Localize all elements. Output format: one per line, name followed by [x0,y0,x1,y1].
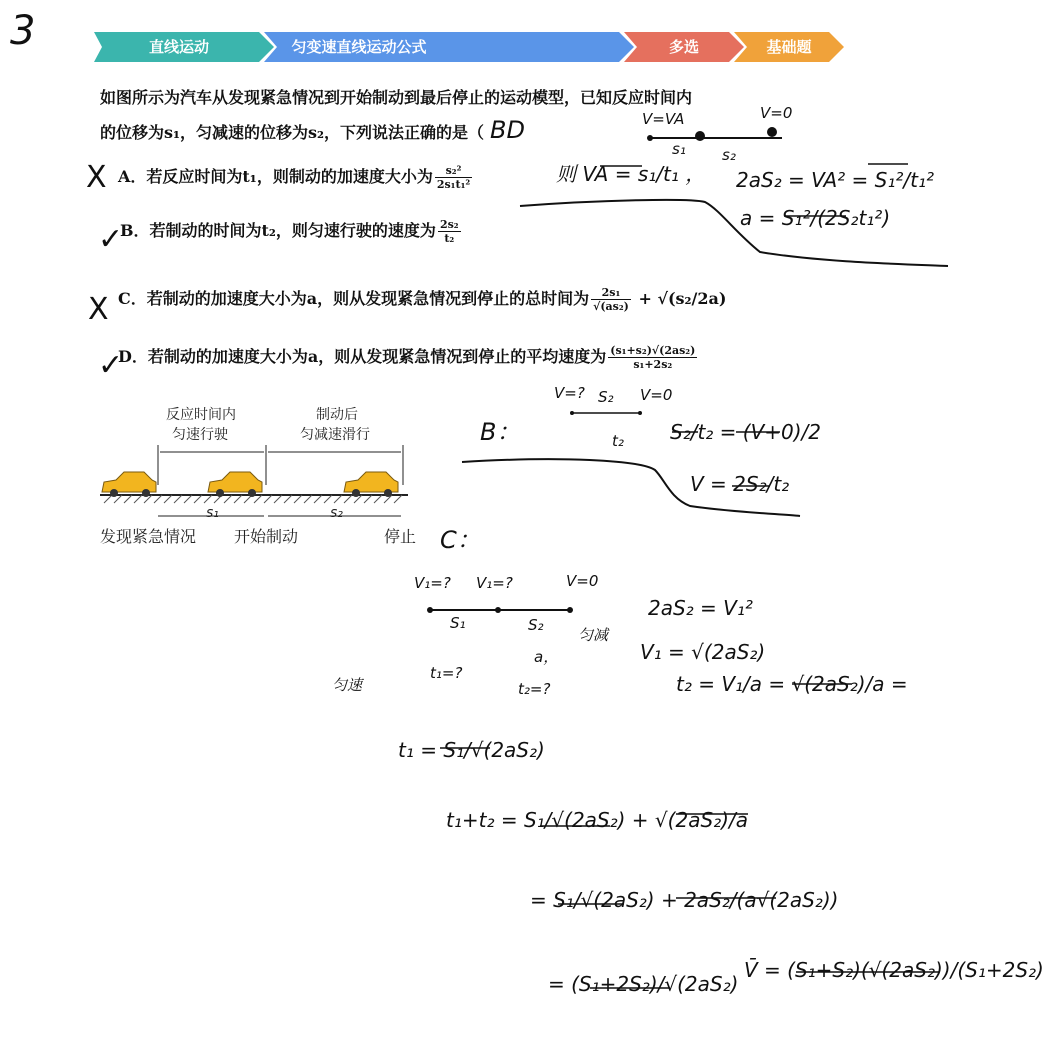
note-c-t2: t₂=? [518,680,551,698]
note-a-line1: 则 VA = s₁/t₁ ， [556,162,706,186]
fig-label-brake-1: 制动后 [316,407,358,423]
option-d [118,344,699,371]
note-c-s1: S₁ [450,614,466,632]
option-b-fraction [438,218,461,245]
note-c-uniform: 匀速 [332,676,363,694]
note-c-v1b: V₁=? [476,574,513,592]
note-b-s2: S₂ [598,388,614,406]
option-a [118,164,474,191]
stem-line-2 [100,114,830,149]
note-c-s2: S₂ [528,616,544,634]
note-c-a: a， [534,648,559,666]
option-c [118,286,726,313]
car-1 [102,472,156,497]
option-b-den: t₂ [444,232,455,245]
option-d-den: s₁+2s₂ [633,358,673,371]
option-a-den: 2s₁t₁² [436,178,471,191]
option-a-fraction [435,164,472,191]
fig-label-stop: 停止 [384,527,417,546]
crumb-type[interactable]: 多选 [668,38,699,56]
note-c-eq3: t₂ = V₁/a = √(2aS₂)/a = [676,672,908,696]
note-c-sum2: = S₁/√(2aS₂) + 2aS₂/(a√(2aS₂)) [530,888,839,912]
option-c-text: C．若制动的加速度大小为a，则从发现紧急情况到停止的总时间为 [118,289,590,308]
note-c-eq4: t₁ = S₁/√(2aS₂) [398,738,545,762]
question-number: 3 [10,8,36,54]
note-top-v2: V=0 [760,104,793,122]
note-c-eq1: 2aS₂ = V₁² [648,596,753,620]
option-b [120,218,463,245]
option-d-fraction [608,344,697,371]
option-a-num: s₂² [435,164,472,178]
option-c-mark: X [88,292,109,327]
note-c-label: C： [440,526,481,554]
option-c-den: √(as₂) [593,300,629,313]
note-b-eq1: S₂/t₂ = (V+0)/2 [670,420,822,444]
fig-label-s1: s₁ [206,505,219,521]
option-c-fraction [591,286,631,313]
option-b-mark: ✓ [98,222,124,257]
note-a-line3: a = S₁²/(2S₂t₁²) [740,206,891,230]
note-d-eq: V̄ = (S₁+S₂)(√(2aS₂))/(S₁+2S₂) [744,958,1044,982]
note-top-s1: s₁ [672,140,686,158]
fig-label-brake-2: 匀减速滑行 [300,427,370,443]
option-d-text: D．若制动的加速度大小为a，则从发现紧急情况到停止的平均速度为 [118,347,607,366]
breadcrumb [94,32,854,62]
note-top-v1: V=VA [642,110,685,128]
option-a-text: A．若反应时间为t₁，则制动的加速度大小为 [118,167,433,186]
note-c-t1: t₁=? [430,664,463,682]
option-d-num: (s₁+s₂)√(2as₂) [610,344,696,357]
note-b-v1: V=? [554,384,585,402]
crumb-topic[interactable]: 直线运动 [148,38,209,56]
handwritten-answer: BD [490,116,525,144]
note-c-sum3: = (S₁+2S₂)/√(2aS₂) [548,972,739,996]
car-2 [208,472,262,497]
note-c-v1: V₁=? [414,574,451,592]
fig-label-s2: s₂ [330,505,343,521]
crumb-subtopic[interactable]: 匀变速直线运动公式 [291,38,427,56]
question-stem [100,82,830,149]
note-c-decel: 匀减 [578,626,609,644]
option-c-num: 2s₁ [591,286,631,300]
note-b-label: B： [480,418,521,446]
option-c-tail: + √(s₂/2a) [632,289,727,308]
note-c-sum1: t₁+t₂ = S₁/√(2aS₂) + √(2aS₂)/a [446,808,748,832]
note-b-v2: V=0 [640,386,673,404]
fig-label-start-brake: 开始制动 [234,527,299,546]
option-b-num: 2s₂ [439,218,459,231]
fig-label-reaction-2: 匀速行驶 [172,427,228,443]
note-b-t2: t₂ [612,432,624,450]
stem-line-1: 如图所示为汽车从发现紧急情况到开始制动到最后停止的运动模型，已知反应时间内 [100,88,693,107]
fig-label-reaction-1: 反应时间内 [166,407,236,423]
option-d-mark: ✓ [98,348,124,383]
note-b-eq2: V = 2S₂/t₂ [690,472,790,496]
option-a-mark: X [86,160,107,195]
crumb-level[interactable]: 基础题 [766,38,812,56]
option-b-text: B．若制动的时间为t₂，则匀速行驶的速度为 [120,221,436,240]
fig-label-found: 发现紧急情况 [100,527,197,546]
note-top-s2: s₂ [722,146,736,164]
stem-line-2-text: 的位移为s₁，匀减速的位移为s₂，下列说法正确的是（ [100,123,485,142]
road-hatch [104,495,402,503]
note-c-v0: V=0 [566,572,599,590]
note-a-line2: 2aS₂ = VA² = S₁²/t₁² [736,168,935,192]
note-c-eq2: V₁ = √(2aS₂) [640,640,766,664]
car-3 [344,472,398,497]
